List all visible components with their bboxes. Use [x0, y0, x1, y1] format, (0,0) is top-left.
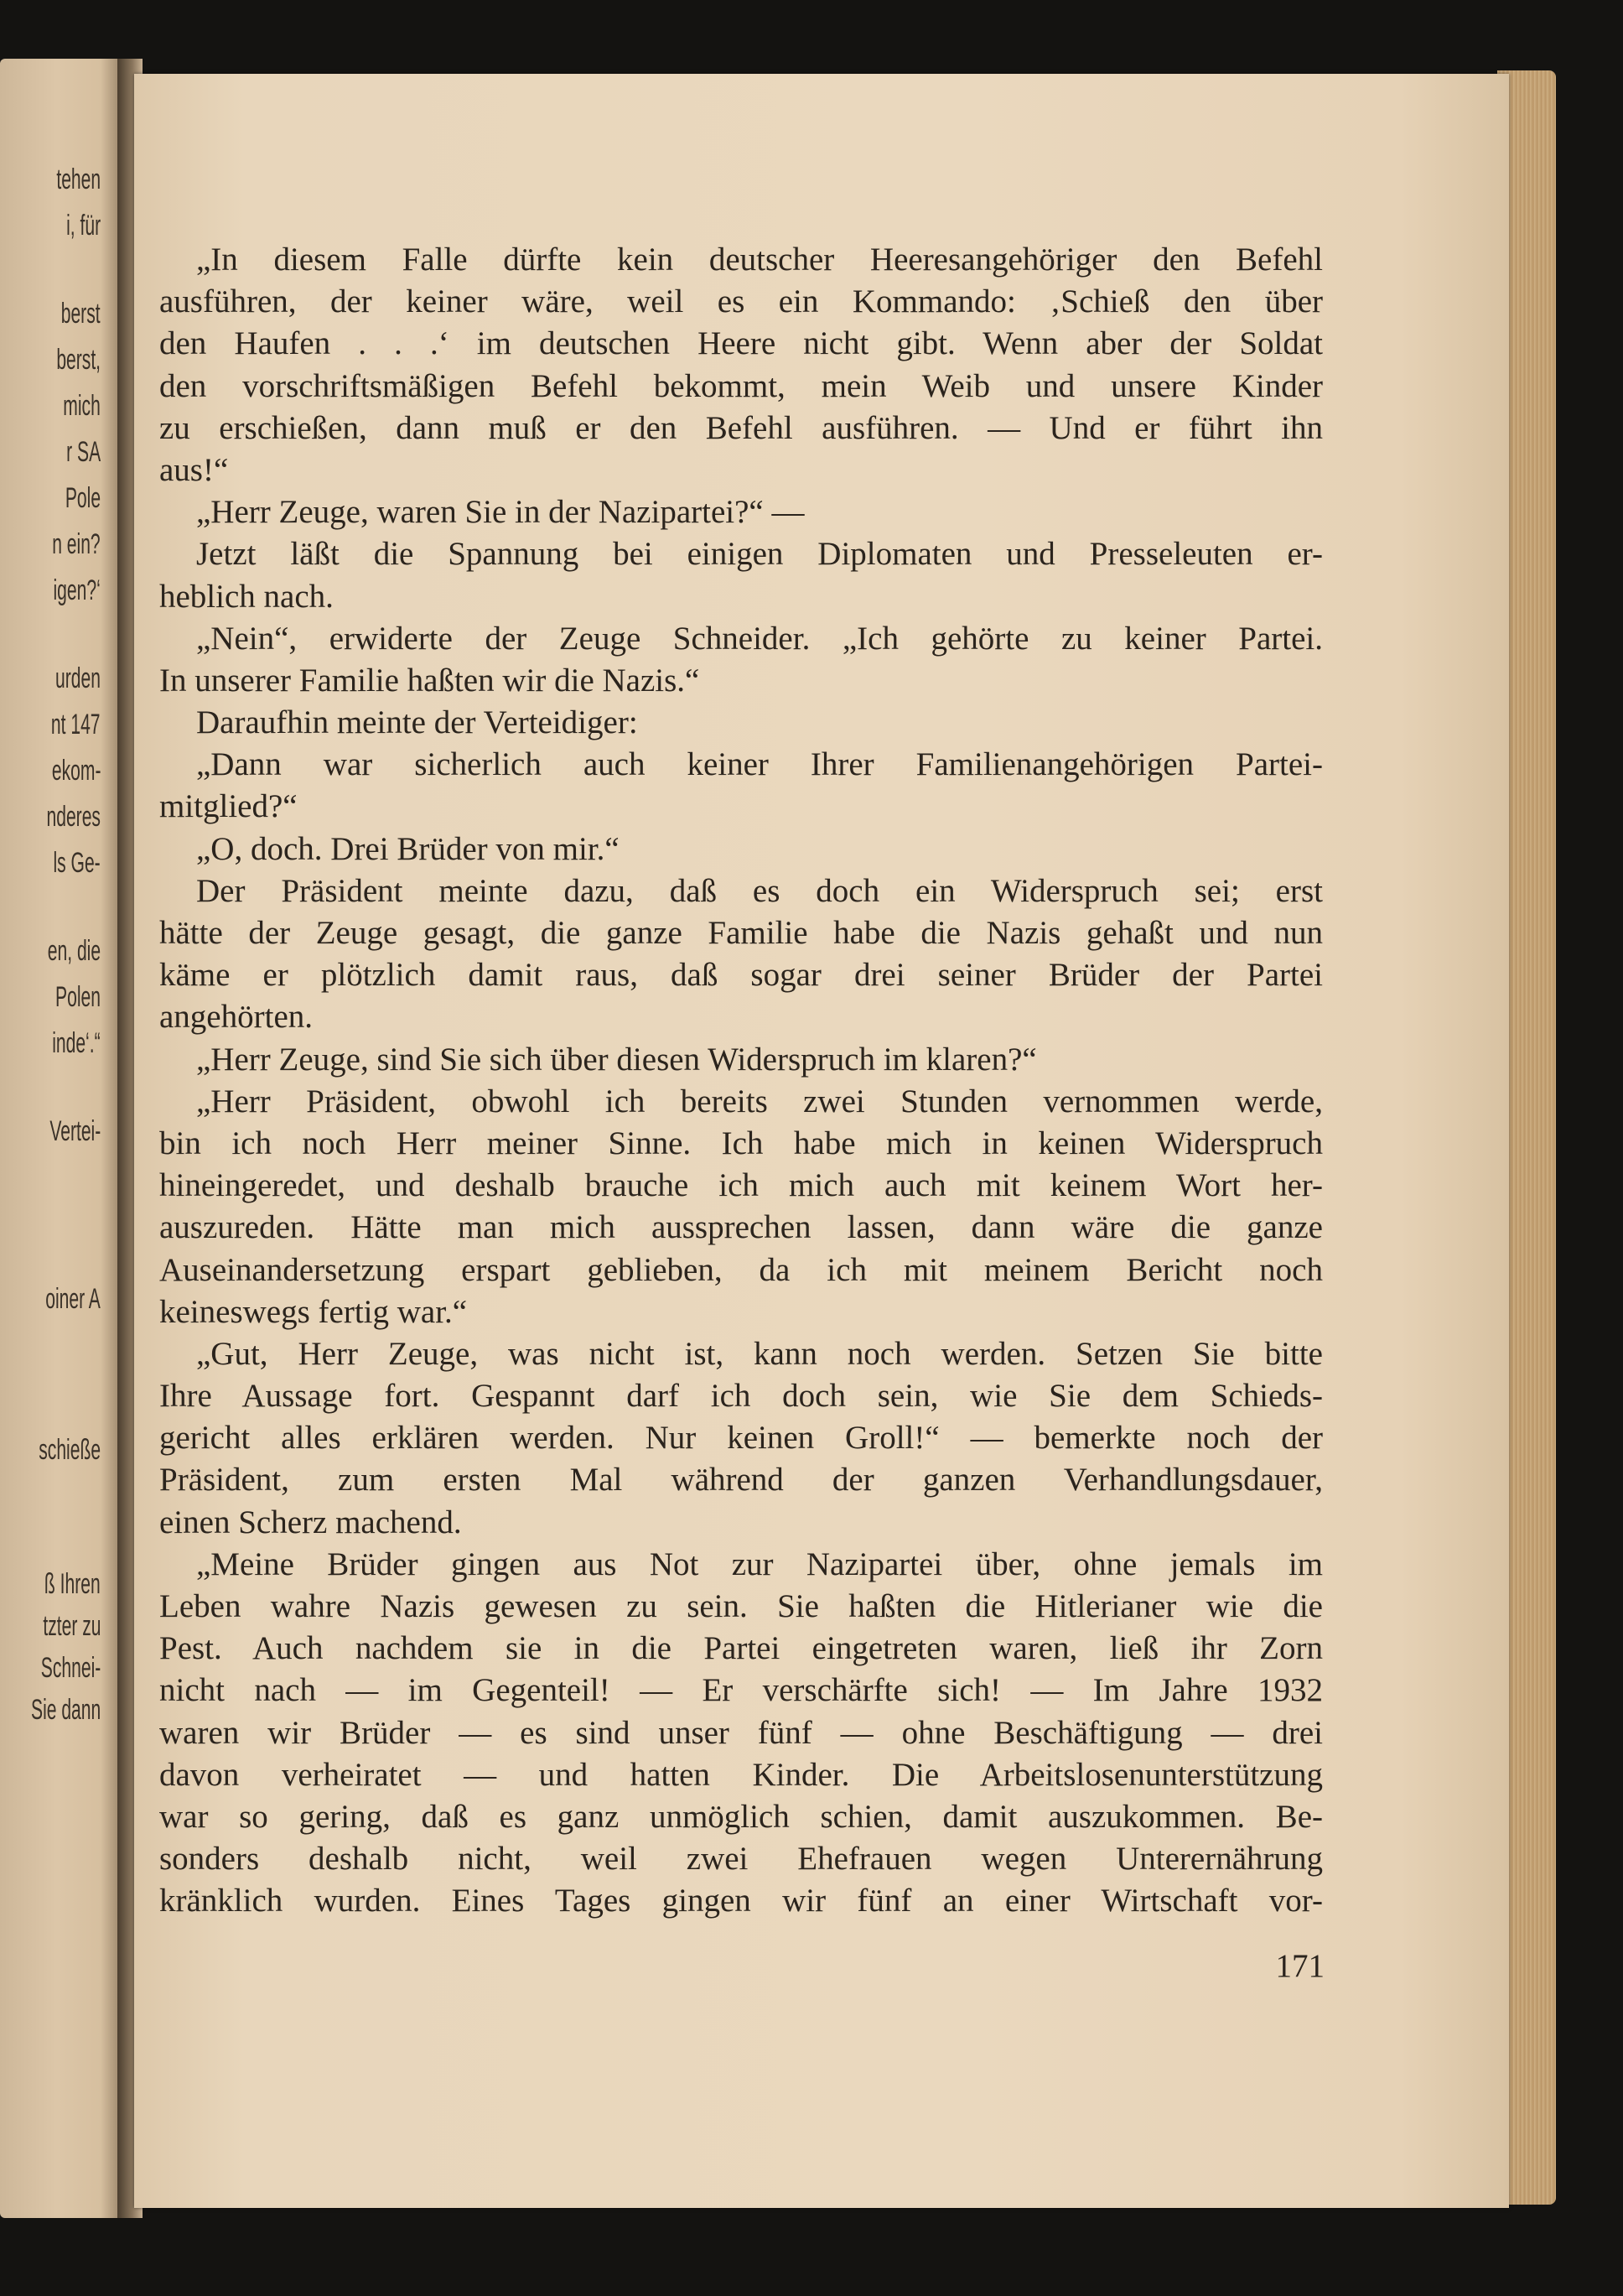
text-line: ausführen, der keiner wäre, weil es ein Kommando: ‚Schieß den über [159, 283, 1323, 320]
text-line: heblich nach. [159, 578, 334, 615]
text-line: „In diesem Falle dürfte kein deutscher Heeresangehöriger den Befehl [196, 242, 1323, 278]
text-line: hätte der Zeuge gesagt, die ganze Familie habe die Nazis gehaßt und nun [159, 915, 1323, 951]
text-line: „Nein“, erwiderte der Zeuge Schneider. „Ich gehörte zu keiner Partei. [196, 620, 1323, 657]
text-line: Daraufhin meinte der Verteidiger: [196, 704, 638, 741]
text-line: Präsident, zum ersten Mal während der ganzen Verhandlungsdauer, [159, 1462, 1323, 1499]
text-line: angehörten. [159, 999, 314, 1036]
text-line: „Gut, Herr Zeuge, was nicht ist, kann noch werden. Setzen Sie bitte [196, 1335, 1323, 1372]
left-page-fragment: n ein? [52, 528, 101, 560]
text-line: davon verheiratet — und hatten Kinder. Die Arbeitslosenunterstützung [159, 1756, 1323, 1793]
left-page-fragment: Schnei- [40, 1652, 101, 1684]
text-line: einen Scherz machend. [159, 1504, 462, 1540]
left-page-fragment: Polen [55, 981, 101, 1013]
left-facing-page [0, 59, 126, 2218]
left-page-fragment: oiner A [45, 1283, 101, 1315]
text-line: „Dann war sicherlich auch keiner Ihrer Familienangehörigen Partei- [196, 746, 1323, 783]
left-page-fragment: mich [63, 390, 101, 422]
left-page-fragment: Pole [65, 482, 101, 514]
left-page-fragment: Vertei- [49, 1115, 101, 1147]
text-line: war so gering, daß es ganz unmöglich schien, damit auszukommen. Be- [159, 1798, 1323, 1835]
text-line: aus!“ [159, 451, 229, 488]
text-line: Jetzt läßt die Spannung bei einigen Diplomaten und Presseleuten er- [196, 536, 1323, 573]
left-page-fragment: Sie dann [30, 1694, 101, 1726]
left-page-fragment: en, die [47, 935, 101, 967]
text-line: Pest. Auch nachdem sie in die Partei eingetreten waren, ließ ihr Zorn [159, 1630, 1323, 1667]
left-page-fragment: berst [61, 298, 101, 330]
text-line: hineingeredet, und deshalb brauche ich mich auch mit keinem Wort her- [159, 1167, 1323, 1204]
text-line: den Haufen . . .‘ im deutschen Heere nicht gibt. Wenn aber der Soldat [159, 325, 1323, 362]
left-page-fragment: r SA [66, 436, 101, 468]
body-text [159, 239, 1323, 1923]
text-line: nicht nach — im Gegenteil! — Er verschärfte sich! — Im Jahre 1932 [159, 1672, 1323, 1709]
left-page-fragment: schieße [39, 1434, 101, 1466]
text-line: zu erschießen, dann muß er den Befehl ausführen. — Und er führt ihn [159, 409, 1323, 446]
text-line: mitglied?“ [159, 788, 298, 825]
text-line: gericht alles erklären werden. Nur keinen Groll!“ — bemerkte noch der [159, 1420, 1323, 1457]
left-page-fragment: nderes [46, 801, 101, 833]
text-line: den vorschriftsmäßigen Befehl bekommt, mein Weib und unsere Kinder [159, 367, 1323, 404]
left-page-fragment: i, für [66, 210, 101, 242]
page-number: 171 [1275, 1948, 1325, 1984]
text-line: sonders deshalb nicht, weil zwei Ehefrauen wegen Unterernährung [159, 1841, 1323, 1878]
left-page-fragment: inde‘.“ [52, 1027, 101, 1059]
text-line: Auseinandersetzung erspart geblieben, da ich mit meinem Bericht noch [159, 1251, 1323, 1288]
text-line: „Herr Präsident, obwohl ich bereits zwei Stunden vernommen werde, [196, 1083, 1323, 1119]
text-line: „Meine Brüder gingen aus Not zur Nazipartei über, ohne jemals im [196, 1545, 1323, 1582]
text-line: In unserer Familie haßten wir die Nazis.“ [159, 662, 700, 699]
left-page-fragment: berst, [56, 344, 101, 376]
text-line: auszureden. Hätte man mich aussprechen lassen, dann wäre die ganze [159, 1209, 1323, 1246]
text-line: Der Präsident meinte dazu, daß es doch ein Widerspruch sei; erst [196, 872, 1323, 909]
text-line: Leben wahre Nazis gewesen zu sein. Sie haßten die Hitlerianer wie die [159, 1588, 1323, 1624]
text-line: käme er plötzlich damit raus, daß sogar drei seiner Brüder der Partei [159, 957, 1323, 994]
text-line: Ihre Aussage fort. Gespannt darf ich doch sein, wie Sie dem Schieds- [159, 1378, 1323, 1415]
text-line: keineswegs fertig war.“ [159, 1293, 468, 1330]
left-page-fragment: urden [55, 662, 101, 694]
text-line: „Herr Zeuge, sind Sie sich über diesen Widerspruch im klaren?“ [196, 1041, 1037, 1078]
text-line: bin ich noch Herr meiner Sinne. Ich habe mich in keinen Widerspruch [159, 1125, 1323, 1161]
left-page-fragment: ß Ihren [44, 1568, 101, 1600]
left-page-fragment: ls Ge- [53, 847, 101, 879]
left-page-fragment: tehen [56, 164, 101, 195]
left-page-fragment: nt 147 [51, 709, 101, 740]
text-line: waren wir Brüder — es sind unser fünf — ohne Beschäftigung — drei [159, 1714, 1323, 1751]
left-page-fragment: ekom- [51, 755, 101, 787]
left-page-fragment: igen?‘ [53, 574, 101, 606]
text-line: „O, doch. Drei Brüder von mir.“ [196, 830, 620, 867]
text-line: kränklich wurden. Eines Tages gingen wir fünf an einer Wirtschaft vor- [159, 1883, 1323, 1919]
left-page-fragment: tzter zu [42, 1610, 101, 1642]
text-line: „Herr Zeuge, waren Sie in der Nazipartei?“ — [196, 494, 805, 531]
